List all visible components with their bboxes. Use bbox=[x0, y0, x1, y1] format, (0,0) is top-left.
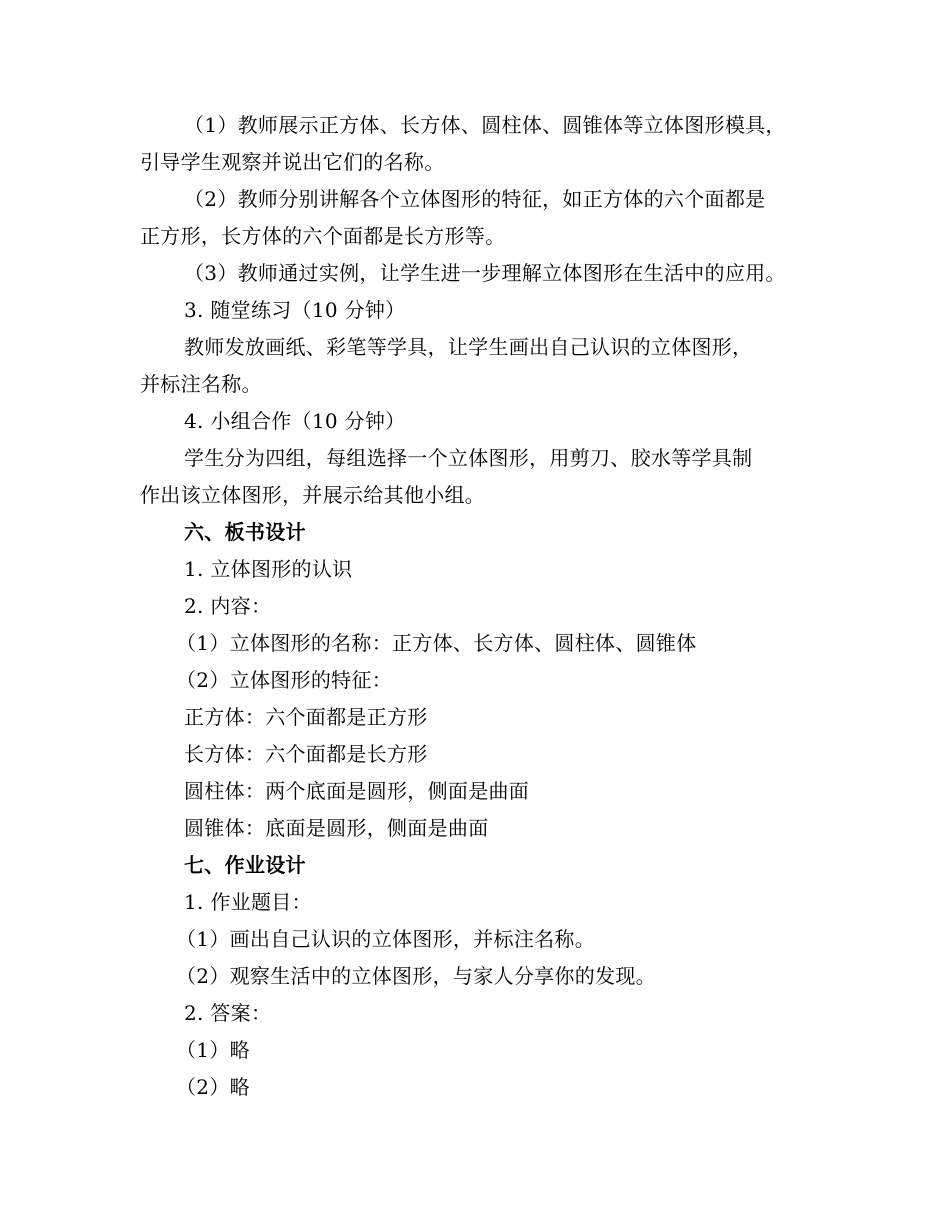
text-line: 圆柱体：两个底面是圆形，侧面是曲面 bbox=[184, 779, 530, 803]
text-line: （2）略 bbox=[176, 1075, 250, 1099]
text-line: 圆锥体：底面是圆形，侧面是曲面 bbox=[184, 816, 489, 840]
text-line: （1）画出自己认识的立体图形，并标注名称。 bbox=[176, 927, 596, 951]
document-body bbox=[140, 107, 820, 1106]
section-heading: 六、板书设计 bbox=[184, 520, 306, 544]
text-line: 2. 内容： bbox=[184, 594, 272, 618]
text-line: （1）教师展示正方体、长方体、圆柱体、圆锥体等立体图形模具， bbox=[184, 113, 786, 137]
text-line: （2）观察生活中的立体图形，与家人分享你的发现。 bbox=[176, 964, 656, 988]
text-line: 长方体：六个面都是长方形 bbox=[184, 742, 428, 766]
text-line: （2）立体图形的特征： bbox=[176, 668, 393, 692]
text-line: 4. 小组合作（10 分钟） bbox=[184, 409, 406, 433]
text-line: 学生分为四组，每组选择一个立体图形，用剪刀、胶水等学具制 bbox=[184, 446, 753, 470]
text-line: 3. 随堂练习（10 分钟） bbox=[184, 298, 406, 322]
text-line: 2. 答案： bbox=[184, 1001, 272, 1025]
text-line: （1）略 bbox=[176, 1038, 250, 1062]
text-line: （3）教师通过实例，让学生进一步理解立体图形在生活中的应用。 bbox=[184, 261, 786, 285]
section-heading: 七、作业设计 bbox=[184, 853, 306, 877]
text-line: （2）教师分别讲解各个立体图形的特征，如正方体的六个面都是 bbox=[184, 187, 766, 211]
text-line: 引导学生观察并说出它们的名称。 bbox=[140, 150, 445, 174]
text-line: 并标注名称。 bbox=[140, 372, 262, 396]
text-line: 1. 作业题目： bbox=[184, 890, 312, 914]
text-line: 正方形，长方体的六个面都是长方形等。 bbox=[140, 224, 506, 248]
text-line: （1）立体图形的名称：正方体、长方体、圆柱体、圆锥体 bbox=[176, 631, 697, 655]
text-line: 作出该立体图形，并展示给其他小组。 bbox=[140, 483, 486, 507]
text-line: 正方体：六个面都是正方形 bbox=[184, 705, 428, 729]
text-line: 1. 立体图形的认识 bbox=[184, 557, 353, 581]
text-line: 教师发放画纸、彩笔等学具，让学生画出自己认识的立体图形， bbox=[184, 335, 753, 359]
